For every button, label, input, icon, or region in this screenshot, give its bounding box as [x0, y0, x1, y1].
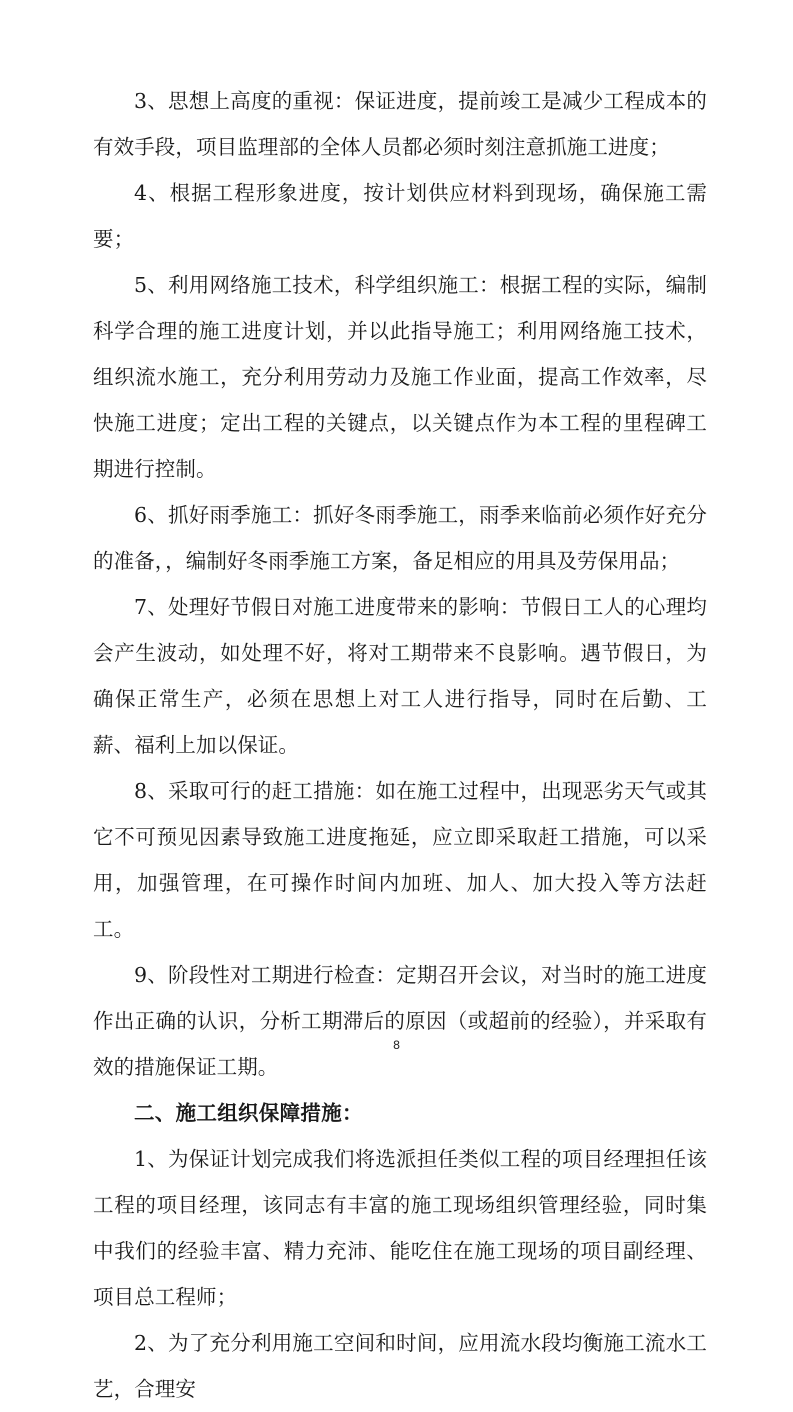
section-heading-construction-organization: 二、施工组织保障措施：	[134, 1101, 363, 1125]
paragraph-item-7: 7、处理好节假日对施工进度带来的影响：节假日工人的心理均会产生波动，如处理不好，将对工期带来不良影响。遇节假日，为确保正常生产，必须在思想上对工人进行指导，同时在后勤、工薪、福利上加以保证。	[93, 595, 707, 757]
paragraph-item-4: 4、根据工程形象进度，按计划供应材料到现场，确保施工需要；	[93, 181, 707, 251]
document-body	[93, 78, 707, 1412]
paragraph-item-5: 5、利用网络施工技术，科学组织施工：根据工程的实际，编制科学合理的施工进度计划，并以此指导施工；利用网络施工技术，组织流水施工，充分利用劳动力及施工作业面，提高工作效率，尽快施工进度；定出工程的关键点，以关键点作为本工程的里程碑工期进行控制。	[93, 273, 707, 481]
paragraph-item-6: 6、抓好雨季施工：抓好冬雨季施工，雨季来临前必须作好充分的准备，，编制好冬雨季施工方案，备足相应的用具及劳保用品；	[93, 503, 707, 573]
paragraph-item-3: 3、思想上高度的重视：保证进度，提前竣工是减少工程成本的有效手段，项目监理部的全体人员都必须时刻注意抓施工进度；	[93, 89, 707, 159]
paragraph-section2-item-2: 2、为了充分利用施工空间和时间，应用流水段均衡施工流水工艺，合理安	[93, 1331, 707, 1401]
paragraph-section2-item-1: 1、为保证计划完成我们将选派担任类似工程的项目经理担任该工程的项目经理，该同志有丰富的施工现场组织管理经验，同时集中我们的经验丰富、精力充沛、能吃住在施工现场的项目副经理、项目总工程师；	[93, 1147, 707, 1309]
paragraph-item-8: 8、采取可行的赶工措施：如在施工过程中，出现恶劣天气或其它不可预见因素导致施工进度拖延，应立即采取赶工措施，可以采用，加强管理，在可操作时间内加班、加人、加大投入等方法赶工。	[93, 779, 707, 941]
page-number: 8	[392, 1038, 401, 1052]
paragraph-item-9: 9、阶段性对工期进行检查：定期召开会议，对当时的施工进度作出正确的认识，分析工期滞后的原因（或超前的经验），并采取有效的措施保证工期。	[93, 963, 707, 1079]
